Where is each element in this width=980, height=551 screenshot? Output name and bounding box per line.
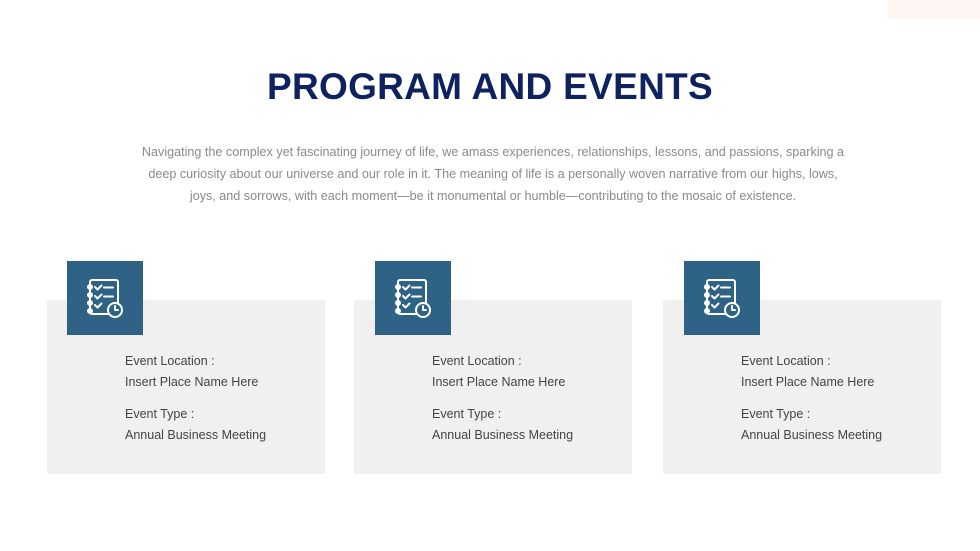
event-type-label: Event Type :	[432, 407, 502, 421]
event-type-label: Event Type :	[741, 407, 811, 421]
event-location-value: Insert Place Name Here	[125, 375, 259, 389]
event-icon-box	[684, 261, 760, 335]
checklist-clock-icon	[391, 276, 435, 320]
event-location-label: Event Location :	[432, 354, 522, 368]
event-location-label: Event Location :	[741, 354, 831, 368]
event-location-value: Insert Place Name Here	[432, 375, 566, 389]
page-title: PROGRAM AND EVENTS	[266, 66, 713, 107]
corner-accent	[888, 0, 980, 18]
checklist-clock-icon	[700, 276, 744, 320]
event-location-value: Insert Place Name Here	[741, 375, 875, 389]
intro-paragraph: Navigating the complex yet fascinating journey of life, we amass experiences, relationships, lessons, and passions, sparking a deep curiosity about our universe and our role in it. The meaning of life is a personally woven narrative from our highs, lows, joys, and sorrows, with each moment—be it monumental or humble—contributing to the mosaic of existence.	[141, 145, 845, 203]
event-icon-box	[375, 261, 451, 335]
event-icon-box	[67, 261, 143, 335]
event-location-label: Event Location :	[125, 354, 215, 368]
checklist-clock-icon	[83, 276, 127, 320]
event-type-label: Event Type :	[125, 407, 195, 421]
event-type-value: Annual Business Meeting	[125, 428, 267, 442]
event-type-value: Annual Business Meeting	[741, 428, 883, 442]
event-type-value: Annual Business Meeting	[432, 428, 574, 442]
